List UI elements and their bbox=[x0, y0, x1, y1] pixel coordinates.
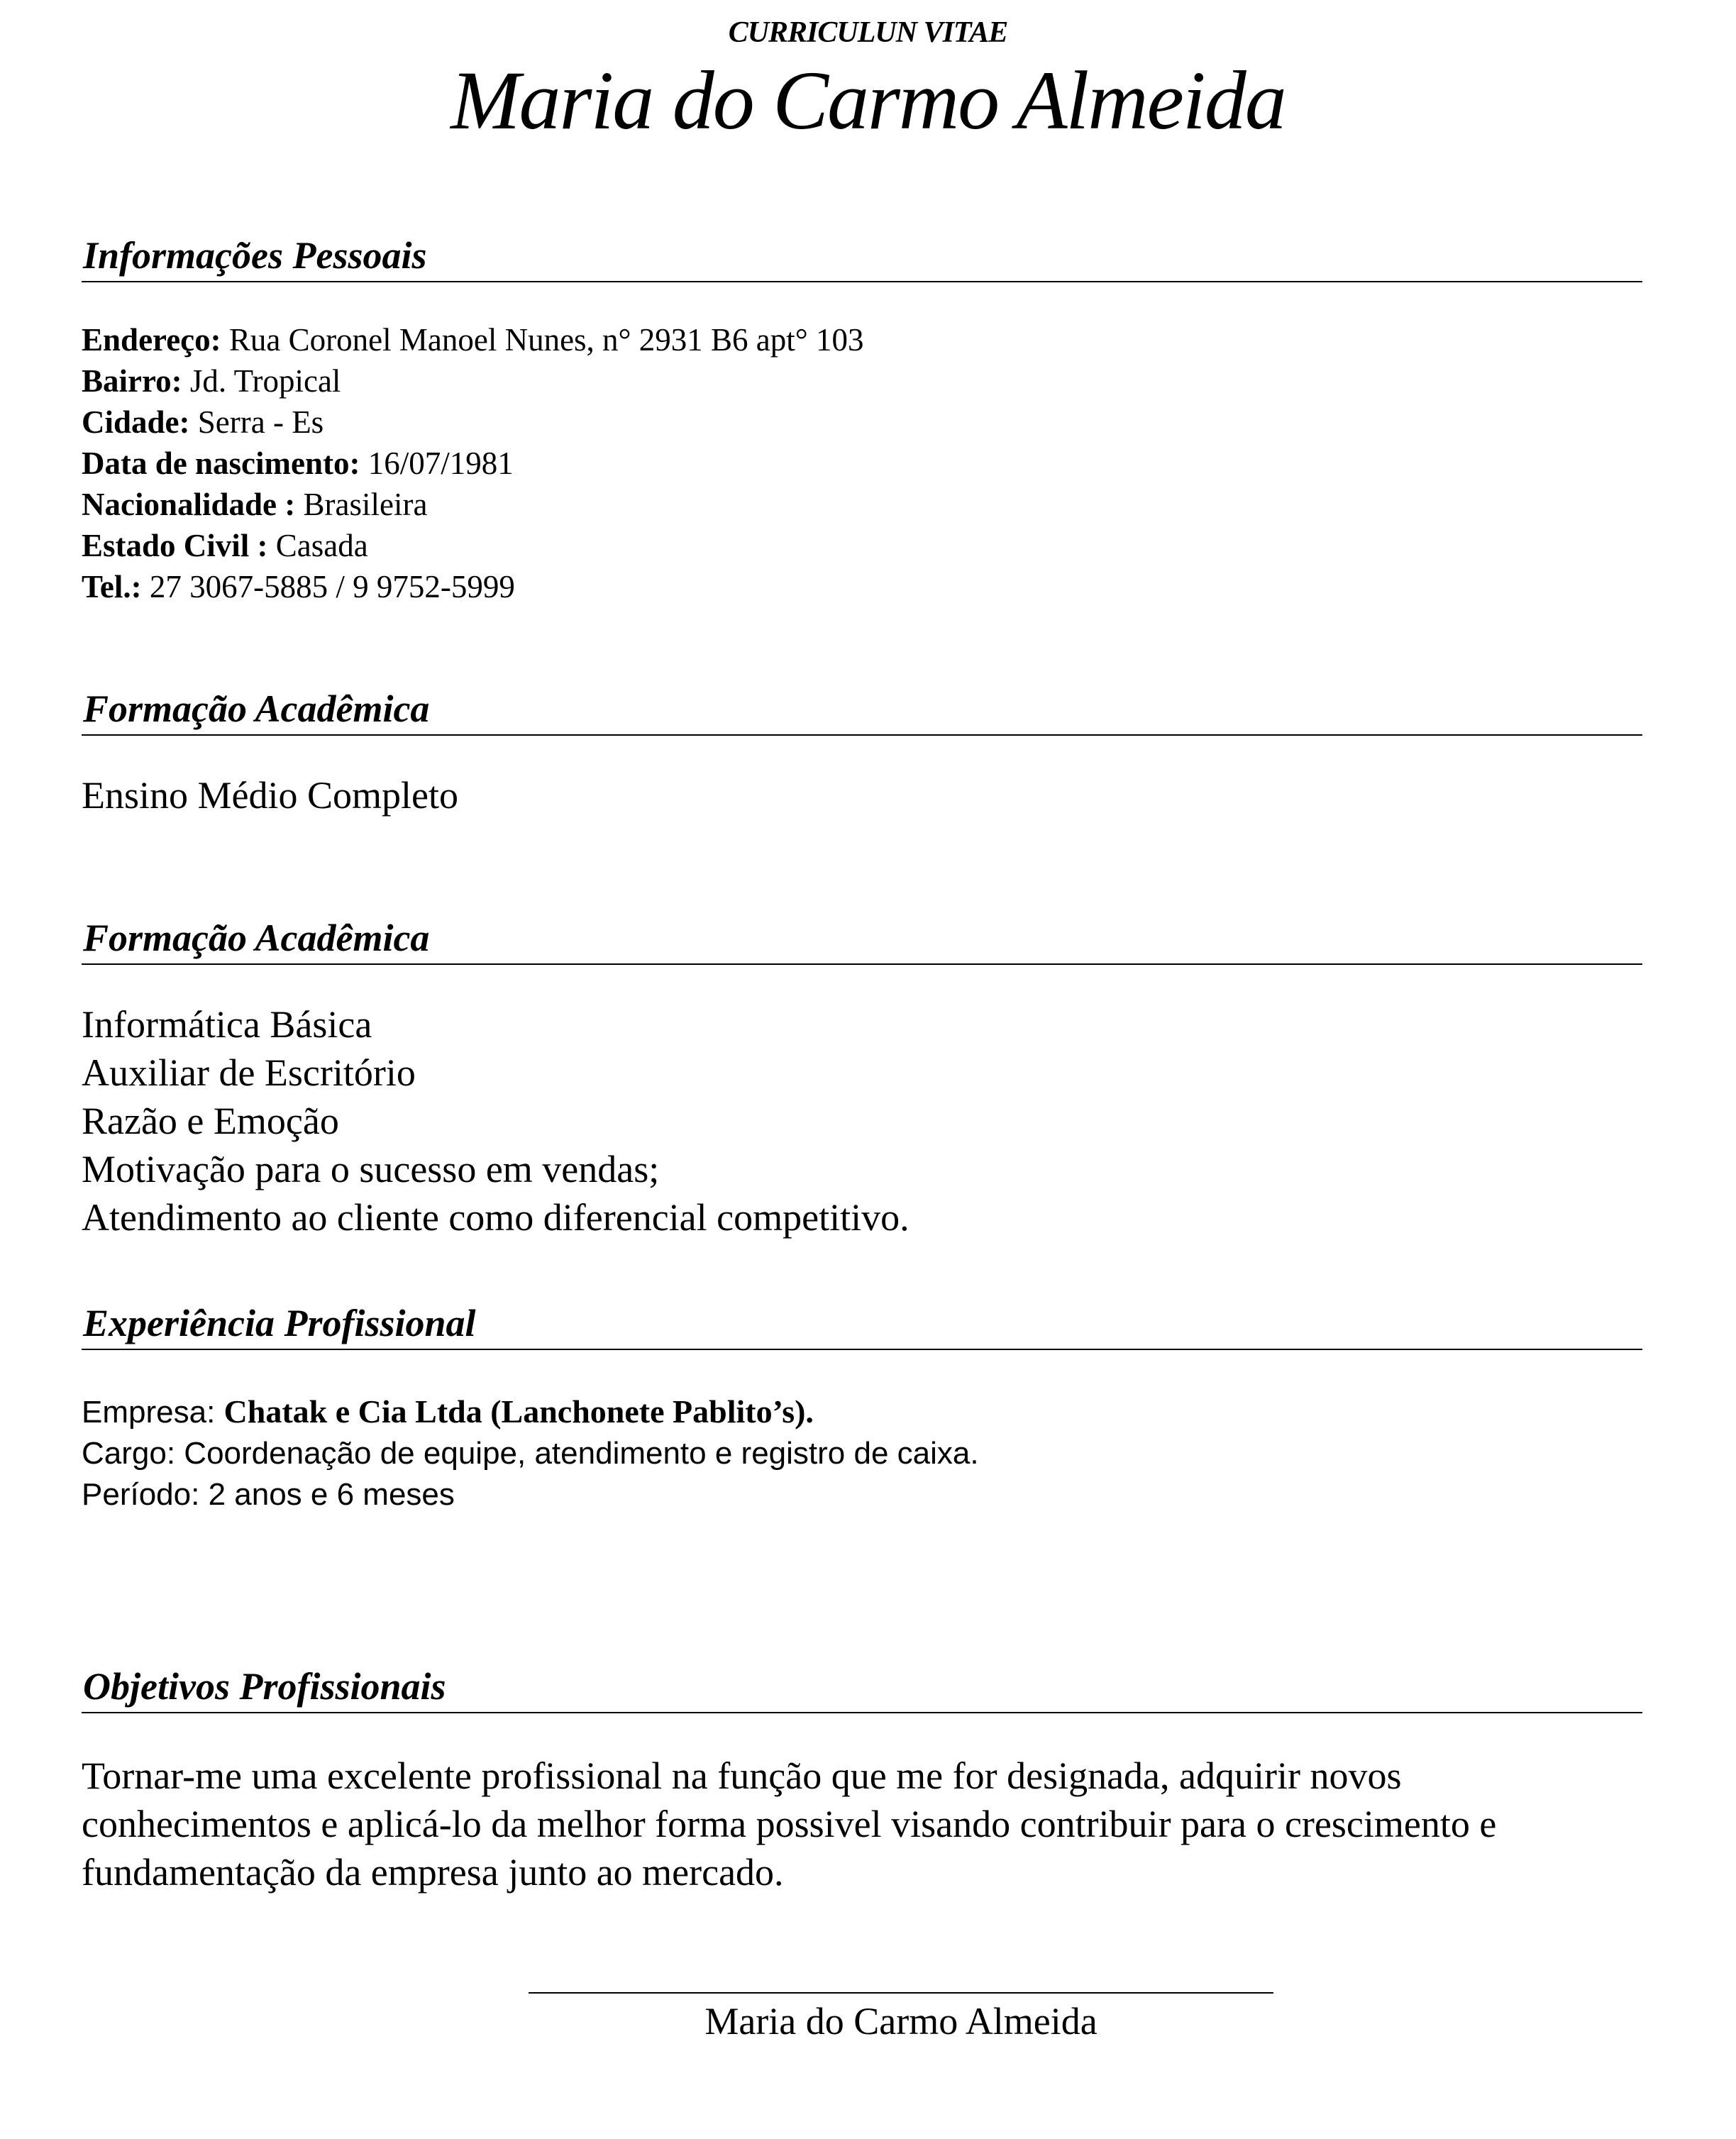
document-label: CURRICULUN VITAE bbox=[728, 16, 1008, 49]
birthdate-value: 16/07/1981 bbox=[360, 446, 514, 481]
address-label: Endereço: bbox=[82, 322, 221, 358]
marital-status-value: Casada bbox=[267, 528, 368, 563]
nationality-row bbox=[82, 484, 1642, 525]
course-item: Auxiliar de Escritório bbox=[82, 1051, 416, 1094]
company-value: Chatak e Cia Ltda (Lanchonete Pablito’s). bbox=[223, 1393, 814, 1430]
phone-value: 27 3067-5885 / 9 9752-5999 bbox=[141, 569, 515, 604]
objectives-line: Tornar-me uma excelente profissional na função que me for designada, adquirir novos bbox=[82, 1754, 1402, 1797]
experience-heading: Experiência Profissional bbox=[82, 1300, 1642, 1350]
city-value: Serra - Es bbox=[189, 404, 324, 440]
personal-info-section bbox=[82, 233, 1642, 607]
period-label: Período: bbox=[82, 1477, 209, 1512]
courses-section bbox=[82, 915, 1642, 1242]
address-row bbox=[82, 319, 1642, 360]
company-row bbox=[82, 1391, 1642, 1433]
role-row bbox=[82, 1433, 1642, 1474]
education-heading: Formação Acadêmica bbox=[82, 686, 1642, 736]
objectives-line: conhecimentos e aplicá-lo da melhor forma possivel visando contribuir para o crescimento e bbox=[82, 1803, 1497, 1845]
objectives-heading: Objetivos Profissionais bbox=[82, 1664, 1642, 1713]
role-label: Cargo: bbox=[82, 1436, 184, 1471]
objectives-text bbox=[82, 1752, 1642, 1896]
courses-heading: Formação Acadêmica bbox=[82, 915, 1642, 965]
birthdate-row bbox=[82, 443, 1642, 484]
course-item: Informática Básica bbox=[82, 1003, 372, 1046]
role-value: Coordenação de equipe, atendimento e registro de caixa. bbox=[184, 1436, 979, 1471]
period-value: 2 anos e 6 meses bbox=[208, 1477, 455, 1512]
phone-row bbox=[82, 566, 1642, 607]
district-row bbox=[82, 360, 1642, 402]
district-label: Bairro: bbox=[82, 363, 182, 399]
signature-line bbox=[529, 1992, 1273, 1994]
period-row bbox=[82, 1474, 1642, 1515]
city-label: Cidade: bbox=[82, 404, 190, 440]
marital-status-label: Estado Civil : bbox=[82, 528, 268, 563]
district-value: Jd. Tropical bbox=[182, 363, 341, 399]
education-item: Ensino Médio Completo bbox=[82, 774, 458, 817]
address-value: Rua Coronel Manoel Nunes, n° 2931 B6 apt° 103 bbox=[221, 322, 864, 358]
city-row bbox=[82, 402, 1642, 443]
company-label: Empresa: bbox=[82, 1395, 224, 1430]
signature-name: Maria do Carmo Almeida bbox=[704, 2000, 1098, 2043]
course-item: Atendimento ao cliente como diferencial competitivo. bbox=[82, 1196, 910, 1239]
candidate-name: Maria do Carmo Almeida bbox=[450, 54, 1286, 147]
course-item: Razão e Emoção bbox=[82, 1100, 339, 1142]
objectives-section bbox=[82, 1664, 1642, 1896]
nationality-label: Nacionalidade : bbox=[82, 487, 296, 522]
birthdate-label: Data de nascimento: bbox=[82, 446, 360, 481]
objectives-line: fundamentação da empresa junto ao mercado. bbox=[82, 1851, 784, 1894]
education-section bbox=[82, 686, 1642, 819]
personal-info-heading: Informações Pessoais bbox=[82, 233, 1642, 282]
course-item: Motivação para o sucesso em vendas; bbox=[82, 1148, 660, 1190]
marital-status-row bbox=[82, 525, 1642, 566]
experience-section bbox=[82, 1300, 1642, 1515]
nationality-value: Brasileira bbox=[295, 487, 428, 522]
phone-label: Tel.: bbox=[82, 569, 142, 604]
